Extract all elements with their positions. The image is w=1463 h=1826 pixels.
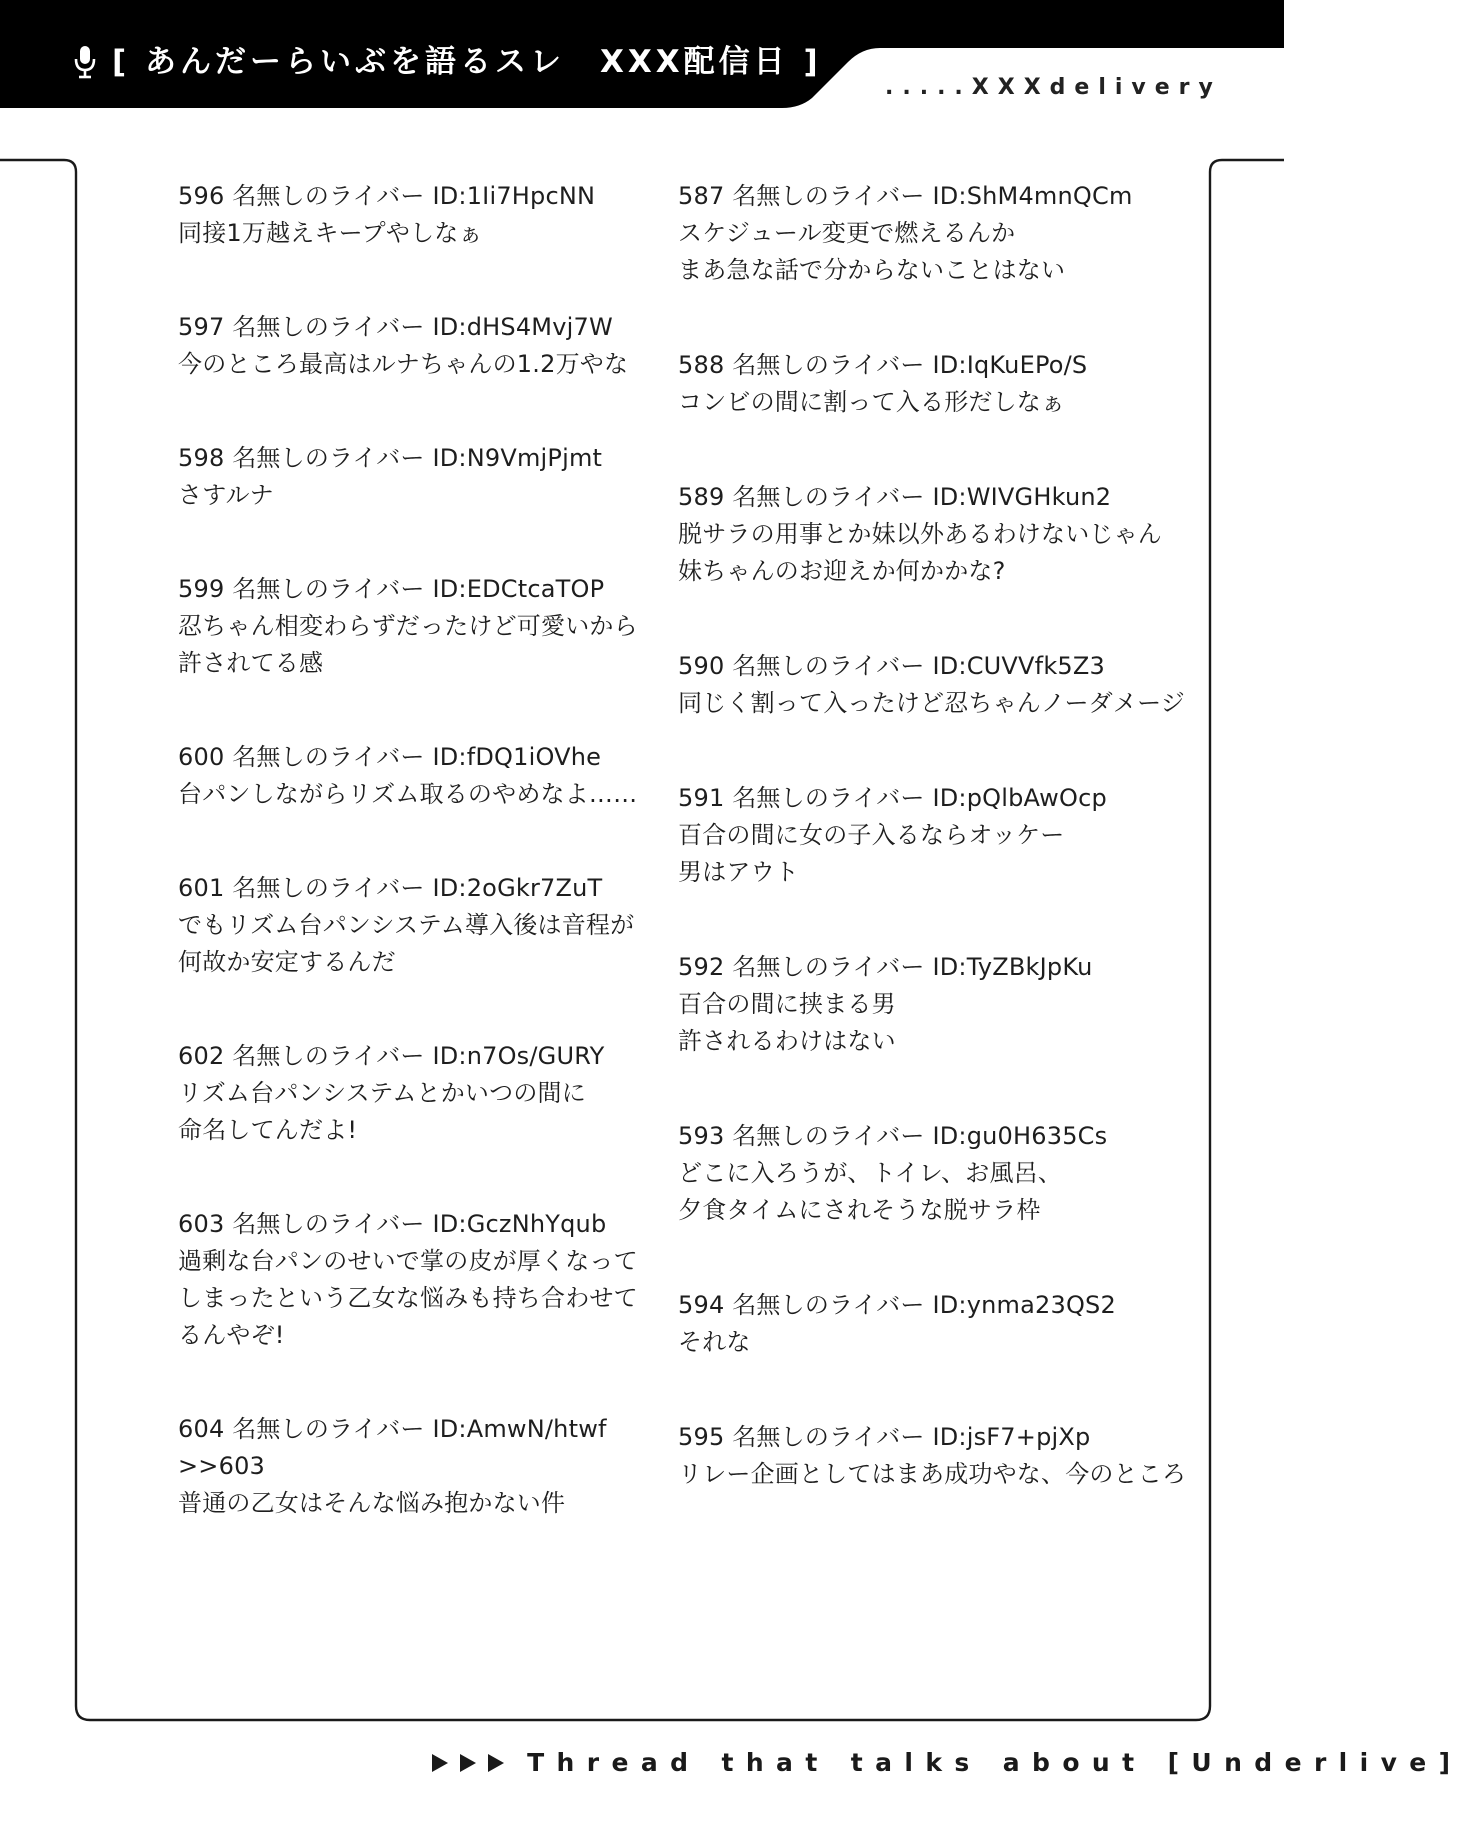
post-header: 591 名無しのライバー ID:pQlbAwOcp — [678, 784, 1107, 812]
post-text: 許されるわけはない — [678, 1027, 896, 1055]
post-header: 596 名無しのライバー ID:1Ii7HpcNN — [178, 182, 596, 210]
post-header: 598 名無しのライバー ID:N9VmjPjmt — [178, 444, 603, 472]
footer — [430, 1742, 1463, 1782]
post-header: 593 名無しのライバー ID:gu0H635Cs — [678, 1122, 1108, 1150]
post-text: まあ急な話で分からないことはない — [678, 256, 1066, 284]
post-text: スケジュール変更で燃えるんか — [678, 219, 1016, 247]
footer-caption: Thread that talks about [Underlive] — [527, 1747, 1463, 1777]
post-text: 脱サラの用事とか妹以外あるわけないじゃん — [678, 520, 1162, 548]
post-text: 忍ちゃん相変わらずだったけど可愛いから — [178, 612, 638, 640]
thread-post — [678, 949, 1148, 1060]
post-text: 普通の乙女はそんな悩み抱かない件 — [178, 1489, 566, 1517]
left-column — [178, 178, 648, 1522]
thread-post — [678, 1287, 1148, 1361]
post-text: 夕食タイムにされそうな脱サラ枠 — [678, 1196, 1041, 1224]
post-text: コンビの間に割って入る形だしなぁ — [678, 388, 1066, 416]
thread-post — [678, 347, 1148, 421]
thread-title: [ あんだーらいぶを語るスレ XXX配信日 ] — [112, 44, 822, 80]
triangle-arrow-icon — [430, 1752, 510, 1774]
post-header: 592 名無しのライバー ID:TyZBkJpKu — [678, 953, 1093, 981]
thread-post — [178, 1206, 648, 1354]
post-text: 百合の間に女の子入るならオッケー — [678, 821, 1065, 849]
post-header: 588 名無しのライバー ID:IqKuEPo/S — [678, 351, 1088, 379]
post-text: 台パンしながらリズム取るのやめなよ…… — [178, 780, 638, 808]
thread-post — [678, 1419, 1187, 1493]
post-text: るんやぞ! — [178, 1321, 285, 1349]
post-text: リレー企画としてはまあ成功やな、今のところ — [678, 1460, 1187, 1488]
thread-post — [178, 178, 648, 252]
post-anchor-link: >>603 — [178, 1452, 266, 1480]
post-text: どこに入ろうが、トイレ、お風呂、 — [678, 1159, 1063, 1187]
post-text: さすルナ — [178, 481, 274, 509]
post-text: 今のところ最高はルナちゃんの1.2万やな — [178, 350, 629, 378]
thread-post — [178, 309, 648, 383]
thread-post — [678, 479, 1162, 590]
post-text: それな — [678, 1328, 751, 1356]
delivery-subtitle: .....XXXdelivery — [885, 75, 1222, 100]
right-column — [678, 178, 1187, 1493]
thread-post — [178, 1038, 648, 1149]
thread-post — [178, 870, 648, 981]
thread-post — [678, 648, 1185, 722]
post-text: 許されてる感 — [178, 649, 324, 677]
post-text: でもリズム台パンシステム導入後は音程が — [178, 911, 635, 939]
post-text: 百合の間に挟まる男 — [678, 990, 896, 1018]
thread-post — [178, 571, 648, 682]
thread-post — [178, 440, 648, 514]
post-header: 602 名無しのライバー ID:n7Os/GURY — [178, 1042, 605, 1070]
post-text: 男はアウト — [678, 858, 799, 886]
post-header: 599 名無しのライバー ID:EDCtcaTOP — [178, 575, 605, 603]
post-header: 595 名無しのライバー ID:jsF7+pjXp — [678, 1423, 1091, 1451]
post-text: しまったという乙女な悩みも持ち合わせて — [178, 1284, 638, 1312]
post-header: 589 名無しのライバー ID:WIVGHkun2 — [678, 483, 1112, 511]
post-header: 601 名無しのライバー ID:2oGkr7ZuT — [178, 874, 603, 902]
thread-post — [678, 1118, 1148, 1229]
post-header: 604 名無しのライバー ID:AmwN/htwf — [178, 1415, 607, 1443]
thread-post — [678, 780, 1148, 891]
post-header: 587 名無しのライバー ID:ShM4mnQCm — [678, 182, 1133, 210]
post-text: リズム台パンシステムとかいつの間に — [178, 1079, 586, 1107]
post-header: 590 名無しのライバー ID:CUVVfk5Z3 — [678, 652, 1105, 680]
post-text: 過剰な台パンのせいで掌の皮が厚くなって — [178, 1247, 638, 1275]
post-text: 命名してんだよ! — [178, 1116, 358, 1144]
thread-post — [678, 178, 1148, 289]
post-text: 同接1万越えキープやしなぁ — [178, 219, 483, 247]
post-text: 何故か安定するんだ — [178, 948, 396, 976]
post-header: 597 名無しのライバー ID:dHS4Mvj7W — [178, 313, 613, 341]
post-header: 600 名無しのライバー ID:fDQ1iOVhe — [178, 743, 602, 771]
post-header: 603 名無しのライバー ID:GczNhYqub — [178, 1210, 607, 1238]
post-text: 同じく割って入ったけど忍ちゃんノーダメージ — [678, 689, 1185, 717]
thread-post — [178, 1411, 648, 1522]
post-text: 妹ちゃんのお迎えか何かかな? — [678, 557, 1006, 585]
post-header: 594 名無しのライバー ID:ynma23QS2 — [678, 1291, 1116, 1319]
thread-post — [178, 739, 648, 813]
